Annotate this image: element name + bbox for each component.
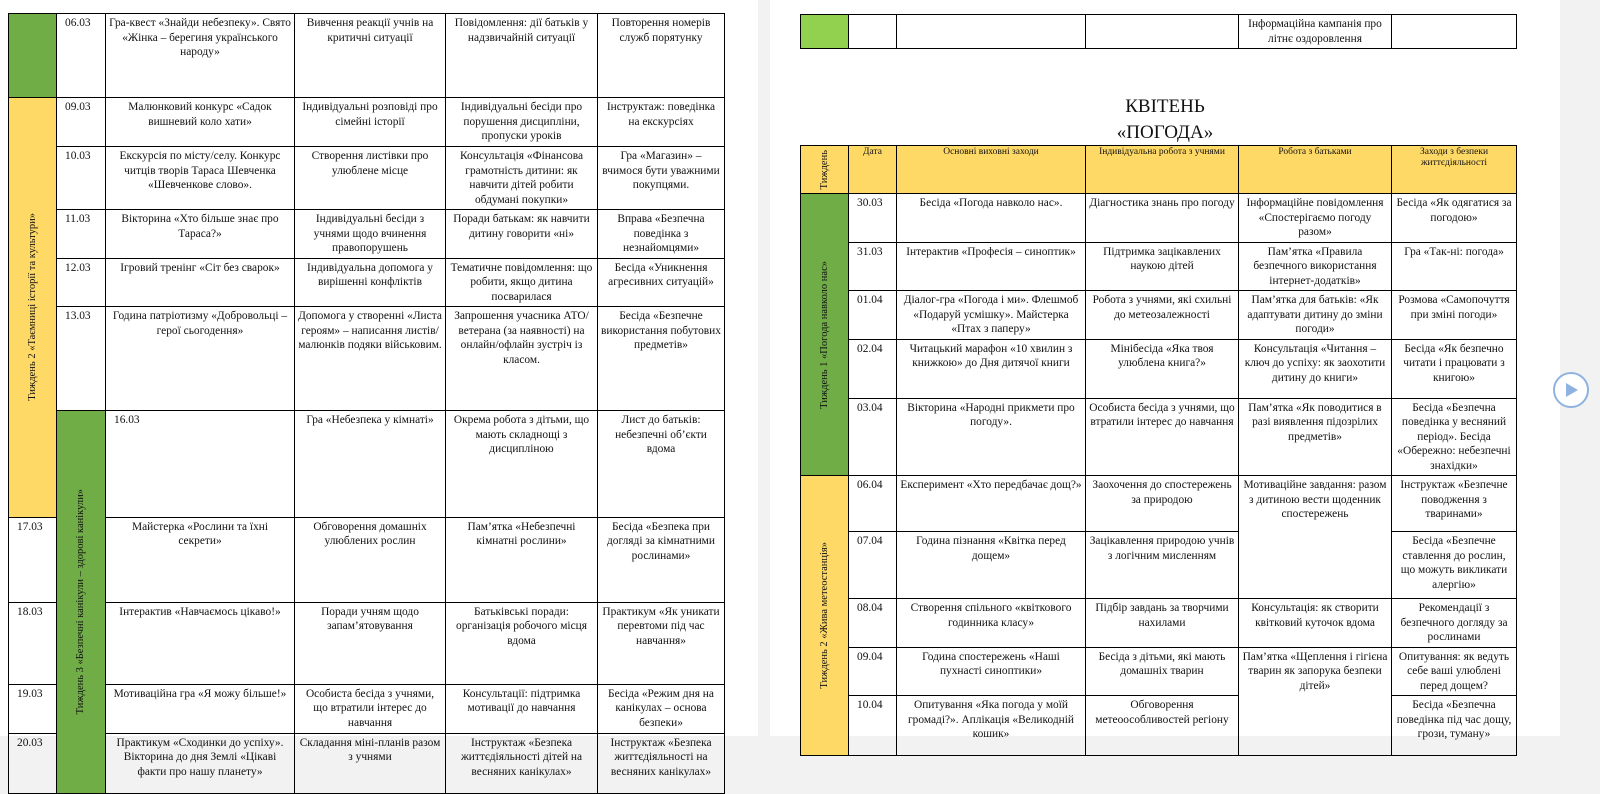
safety-cell: Інструктаж «Безпека життєдіяльності на весняних канікулах»	[598, 733, 725, 793]
safety-cell: Бесіда «Безпека при догляді за кімнатними рослинами»	[598, 517, 725, 602]
parents-work-cell: Інструктаж «Безпека життєдіяльності дітей на весняних канікулах»	[446, 733, 598, 793]
individual-work-cell: Бесіда з дітьми, які мають домашніх тварин	[1086, 647, 1239, 696]
activity-cell: Гра-квест «Знайди небезпеку». Свято «Жінка – берегиня українського народу»	[106, 14, 295, 98]
safety-cell: Інструктаж: поведінка на екскурсіях	[598, 98, 725, 147]
parents-work-cell: Пам’ятка «Небезпечні кімнатні рослини»	[446, 517, 598, 602]
week-cell: Тиждень 2 «Таємниці історії та культури»	[9, 98, 57, 518]
date-cell: 18.03	[9, 602, 57, 684]
header-safety: Заходи з безпеки життєдіяльності	[1392, 146, 1517, 194]
activity-cell: Бесіда «Погода навколо нас».	[897, 194, 1086, 243]
schedule-table-continuation	[800, 14, 1517, 49]
date-cell: 30.03	[849, 194, 897, 243]
date-cell: 08.04	[849, 599, 897, 648]
parents-work-cell: Пам’ятка «Як поводитися в разі виявлення підозрілих предметів»	[1239, 398, 1392, 476]
date-cell: 03.04	[849, 398, 897, 476]
date-cell: 02.04	[849, 339, 897, 398]
header-week: Тиждень	[801, 146, 849, 194]
individual-work-cell: Вивчення реакції учнів на критичні ситуації	[295, 14, 446, 98]
table-row	[801, 647, 1517, 696]
date-cell: 16.03	[106, 411, 295, 518]
individual-work-cell: Особиста бесіда з учнями, що втратили інтерес до навчання	[295, 684, 446, 733]
activity-cell: Мотиваційна гра «Я можу більше!»	[106, 684, 295, 733]
table-row	[9, 517, 725, 602]
parents-work-cell: Консультація «Фінансова грамотність дитини: як навчити дітей робити обдумані покупки»	[446, 147, 598, 210]
parents-work-cell: Консультація «Читання – ключ до успіху: як заохотити дитину до книги»	[1239, 339, 1392, 398]
table-row	[801, 194, 1517, 243]
individual-work-cell	[1086, 15, 1239, 49]
table-header-row	[801, 146, 1517, 194]
parents-work-cell: Індивідуальні бесіди про порушення дисципліни, пропуски уроків	[446, 98, 598, 147]
parents-work-cell: Мотиваційне завдання: разом з дитиною вести щоденник спостережень	[1239, 476, 1392, 599]
individual-work-cell: Робота з учнями, які схильні до метеозалежності	[1086, 291, 1239, 340]
individual-work-cell: Допомога у створенні «Листа героям» – написання листів/малюнків подяки військовим.	[295, 307, 446, 411]
play-circle-icon	[1565, 382, 1579, 398]
date-cell: 20.03	[9, 733, 57, 793]
table-row	[9, 14, 725, 98]
safety-cell: Бесіда «Як безпечно читати і працювати з книгою»	[1392, 339, 1517, 398]
parents-work-cell: Поради батькам: як навчити дитину говорити «ні»	[446, 210, 598, 259]
activity-cell: Експеримент «Хто передбачає дощ?»	[897, 476, 1086, 532]
safety-cell: Гра «Магазин» – вчимося бути уважними покупцями.	[598, 147, 725, 210]
parents-work-cell: Лист до батьків: небезпечні об’єкти вдома	[598, 411, 725, 518]
activity-cell: Ігровий тренінг «Сіт без сварок»	[106, 258, 295, 307]
table-row	[9, 98, 725, 147]
table-row	[801, 476, 1517, 532]
table-row	[801, 339, 1517, 398]
individual-work-cell: Індивідуальні розповіді про сімейні історії	[295, 98, 446, 147]
activity-cell: Гра «Небезпека у кімнаті»	[295, 411, 446, 518]
next-page-button[interactable]	[1553, 372, 1589, 408]
activity-cell: Створення спільного «квіткового годинника класу»	[897, 599, 1086, 648]
parents-work-cell: Повідомлення: дії батьків у надзвичайній ситуації	[446, 14, 598, 98]
individual-work-cell: Заохочення до спостережень за природою	[1086, 476, 1239, 532]
safety-cell: Вправа «Безпечна поведінка з незнайомцями»	[598, 210, 725, 259]
safety-cell: Повторення номерів служб порятунку	[598, 14, 725, 98]
parents-work-cell: Пам’ятка «Щеплення і гігієна тварин як запорука безпеки дітей»	[1239, 647, 1392, 756]
table-row	[801, 291, 1517, 340]
activity-cell: Вікторина «Народні прикмети про погоду».	[897, 398, 1086, 476]
safety-cell: Інструктаж «Безпечне поводження з тваринами»	[1392, 476, 1517, 532]
individual-work-cell: Обговорення метеоособливостей регіону	[1086, 696, 1239, 756]
individual-work-cell: Мінібесіда «Яка твоя улюблена книга?»	[1086, 339, 1239, 398]
date-cell: 11.03	[57, 210, 106, 259]
activity-cell: Майстерка «Рослини та їхні секрети»	[106, 517, 295, 602]
week-cell	[9, 14, 57, 98]
table-row	[801, 398, 1517, 476]
individual-work-cell: Створення листівки про улюблене місце	[295, 147, 446, 210]
activity-cell: Інтерактив «Професія – синоптик»	[897, 242, 1086, 291]
safety-cell: Бесіда «Як одягатися за погодою»	[1392, 194, 1517, 243]
individual-work-cell: Діагностика знань про погоду	[1086, 194, 1239, 243]
activity-cell: Діалог-гра «Погода і ми». Флешмоб «Подаруй усмішку». Майстерка «Птах з паперу»	[897, 291, 1086, 340]
safety-cell: Бесіда «Безпечна поведінка під час дощу, грози, туману»	[1392, 696, 1517, 756]
table-row	[9, 258, 725, 307]
safety-cell: Рекомендації з безпечного догляду за рослинами	[1392, 599, 1517, 648]
parents-work-cell: Батьківські поради: організація робочого місця вдома	[446, 602, 598, 684]
safety-cell: Бесіда «Безпечна поведінка у весняний період». Бесіда «Обережно: небезпечні знахідки»	[1392, 398, 1517, 476]
week-cell: Тиждень 3 «Безпечні канікули – здорові канікули»	[57, 411, 106, 794]
activity-cell: Читацький марафон «10 хвилин з книжкою» до Дня дитячої книги	[897, 339, 1086, 398]
table-row	[801, 599, 1517, 648]
parents-work-cell: Запрошення учасника АТО/ветерана (за наявності) на онлайн/офлайн зустріч із класом.	[446, 307, 598, 411]
activity-cell: Опитування «Яка погода у моїй громаді?». Аплікація «Великодній кошик»	[897, 696, 1086, 756]
date-cell: 10.03	[57, 147, 106, 210]
activity-cell: Вікторина «Хто більше знає про Тараса?»	[106, 210, 295, 259]
safety-cell: Бесіда «Режим дня на канікулах – основа безпеки»	[598, 684, 725, 733]
activity-cell: Екскурсія по місту/селу. Конкурс читців творів Тараса Шевченка «Шевченкове слово».	[106, 147, 295, 210]
parents-work-cell: Тематичне повідомлення: що робити, якщо дитина посварилася	[446, 258, 598, 307]
individual-work-cell: Підбір завдань за творчими нахилами	[1086, 599, 1239, 648]
parents-work-cell: Пам’ятка «Правила безпечного використання інтернет-додатків»	[1239, 242, 1392, 291]
date-cell: 12.03	[57, 258, 106, 307]
table-row	[9, 210, 725, 259]
activity-cell: Година спостережень «Наші пухнасті синоптики»	[897, 647, 1086, 696]
header-parents-work: Робота з батьками	[1239, 146, 1392, 194]
week-cell	[801, 15, 849, 49]
table-row	[9, 684, 725, 733]
individual-work-cell: Окрема робота з дітьми, що мають складнощі з дисципліною	[446, 411, 598, 518]
parents-work-cell: Інформаційна кампанія про літнє оздоровлення	[1239, 15, 1392, 49]
table-row	[9, 411, 725, 518]
document-page-left	[0, 0, 758, 778]
date-cell: 06.03	[57, 14, 106, 98]
individual-work-cell: Зацікавлення природою учнів з логічним мисленням	[1086, 532, 1239, 599]
individual-work-cell: Особиста бесіда з учнями, що втратили інтерес до навчання	[1086, 398, 1239, 476]
week-cell: Тиждень 2 «Жива метеостанція»	[801, 476, 849, 756]
document-page-right	[770, 0, 1560, 740]
safety-cell: Розмова «Самопочуття при зміні погоди»	[1392, 291, 1517, 340]
safety-cell: Бесіда «Безпечне ставлення до рослин, що можуть викликати алергію»	[1392, 532, 1517, 599]
date-cell: 19.03	[9, 684, 57, 733]
table-row	[9, 307, 725, 411]
safety-cell: Практикум «Як уникати перевтоми під час навчання»	[598, 602, 725, 684]
date-cell: 17.03	[9, 517, 57, 602]
parents-work-cell: Пам’ятка для батьків: «Як адаптувати дитину до зміни погоди»	[1239, 291, 1392, 340]
table-row	[801, 532, 1517, 599]
safety-cell: Бесіда «Уникнення агресивних ситуацій»	[598, 258, 725, 307]
safety-cell	[1392, 15, 1517, 49]
safety-cell: Бесіда «Безпечне використання побутових предметів»	[598, 307, 725, 411]
individual-work-cell: Індивідуальні бесіди з учнями щодо вчинення правопорушень	[295, 210, 446, 259]
activity-cell: Практикум «Сходинки до успіху». Вікторина до дня Землі «Цікаві факти про нашу планету»	[106, 733, 295, 793]
table-row	[801, 696, 1517, 756]
individual-work-cell: Індивідуальна допомога у вирішенні конфліктів	[295, 258, 446, 307]
table-row	[9, 602, 725, 684]
schedule-table-april	[800, 145, 1517, 756]
date-cell: 07.04	[849, 532, 897, 599]
month-title: КВІТЕНЬ	[1125, 96, 1205, 117]
activity-cell: Година патріотизму «Добровольці – герої сьогодення»	[106, 307, 295, 411]
activity-cell: Малюнковий конкурс «Садок вишневий коло хати»	[106, 98, 295, 147]
schedule-table-march	[8, 13, 725, 794]
activity-cell: Інтерактив «Навчаємось цікаво!»	[106, 602, 295, 684]
date-cell	[849, 15, 897, 49]
activity-cell: Година пізнання «Квітка перед дощем»	[897, 532, 1086, 599]
individual-work-cell: Поради учням щодо запам’ятовування	[295, 602, 446, 684]
month-theme: «ПОГОДА»	[1116, 122, 1214, 143]
date-cell: 10.04	[849, 696, 897, 756]
date-cell: 09.03	[57, 98, 106, 147]
table-row	[9, 147, 725, 210]
table-row	[801, 242, 1517, 291]
safety-cell: Гра «Так-ні: погода»	[1392, 242, 1517, 291]
header-activities: Основні виховні заходи	[897, 146, 1086, 194]
activity-cell	[897, 15, 1086, 49]
date-cell: 13.03	[57, 307, 106, 411]
parents-work-cell: Консультація: як створити квітковий куточок вдома	[1239, 599, 1392, 648]
header-date: Дата	[849, 146, 897, 194]
date-cell: 06.04	[849, 476, 897, 532]
date-cell: 09.04	[849, 647, 897, 696]
date-cell: 31.03	[849, 242, 897, 291]
header-individual-work: Індивідуальна робота з учнями	[1086, 146, 1239, 194]
date-cell: 01.04	[849, 291, 897, 340]
individual-work-cell: Підтримка зацікавлених наукою дітей	[1086, 242, 1239, 291]
parents-work-cell: Консультації: підтримка мотивації до навчання	[446, 684, 598, 733]
table-row	[9, 733, 725, 793]
safety-cell: Опитування: як ведуть себе ваші улюблені перед дощем?	[1392, 647, 1517, 696]
individual-work-cell: Складання міні-планів разом з учнями	[295, 733, 446, 793]
table-row	[801, 15, 1517, 49]
parents-work-cell: Інформаційне повідомлення «Спостерігаємо погоду разом»	[1239, 194, 1392, 243]
individual-work-cell: Обговорення домашніх улюблених рослин	[295, 517, 446, 602]
week-cell: Тиждень 1 «Погода навколо нас»	[801, 194, 849, 476]
